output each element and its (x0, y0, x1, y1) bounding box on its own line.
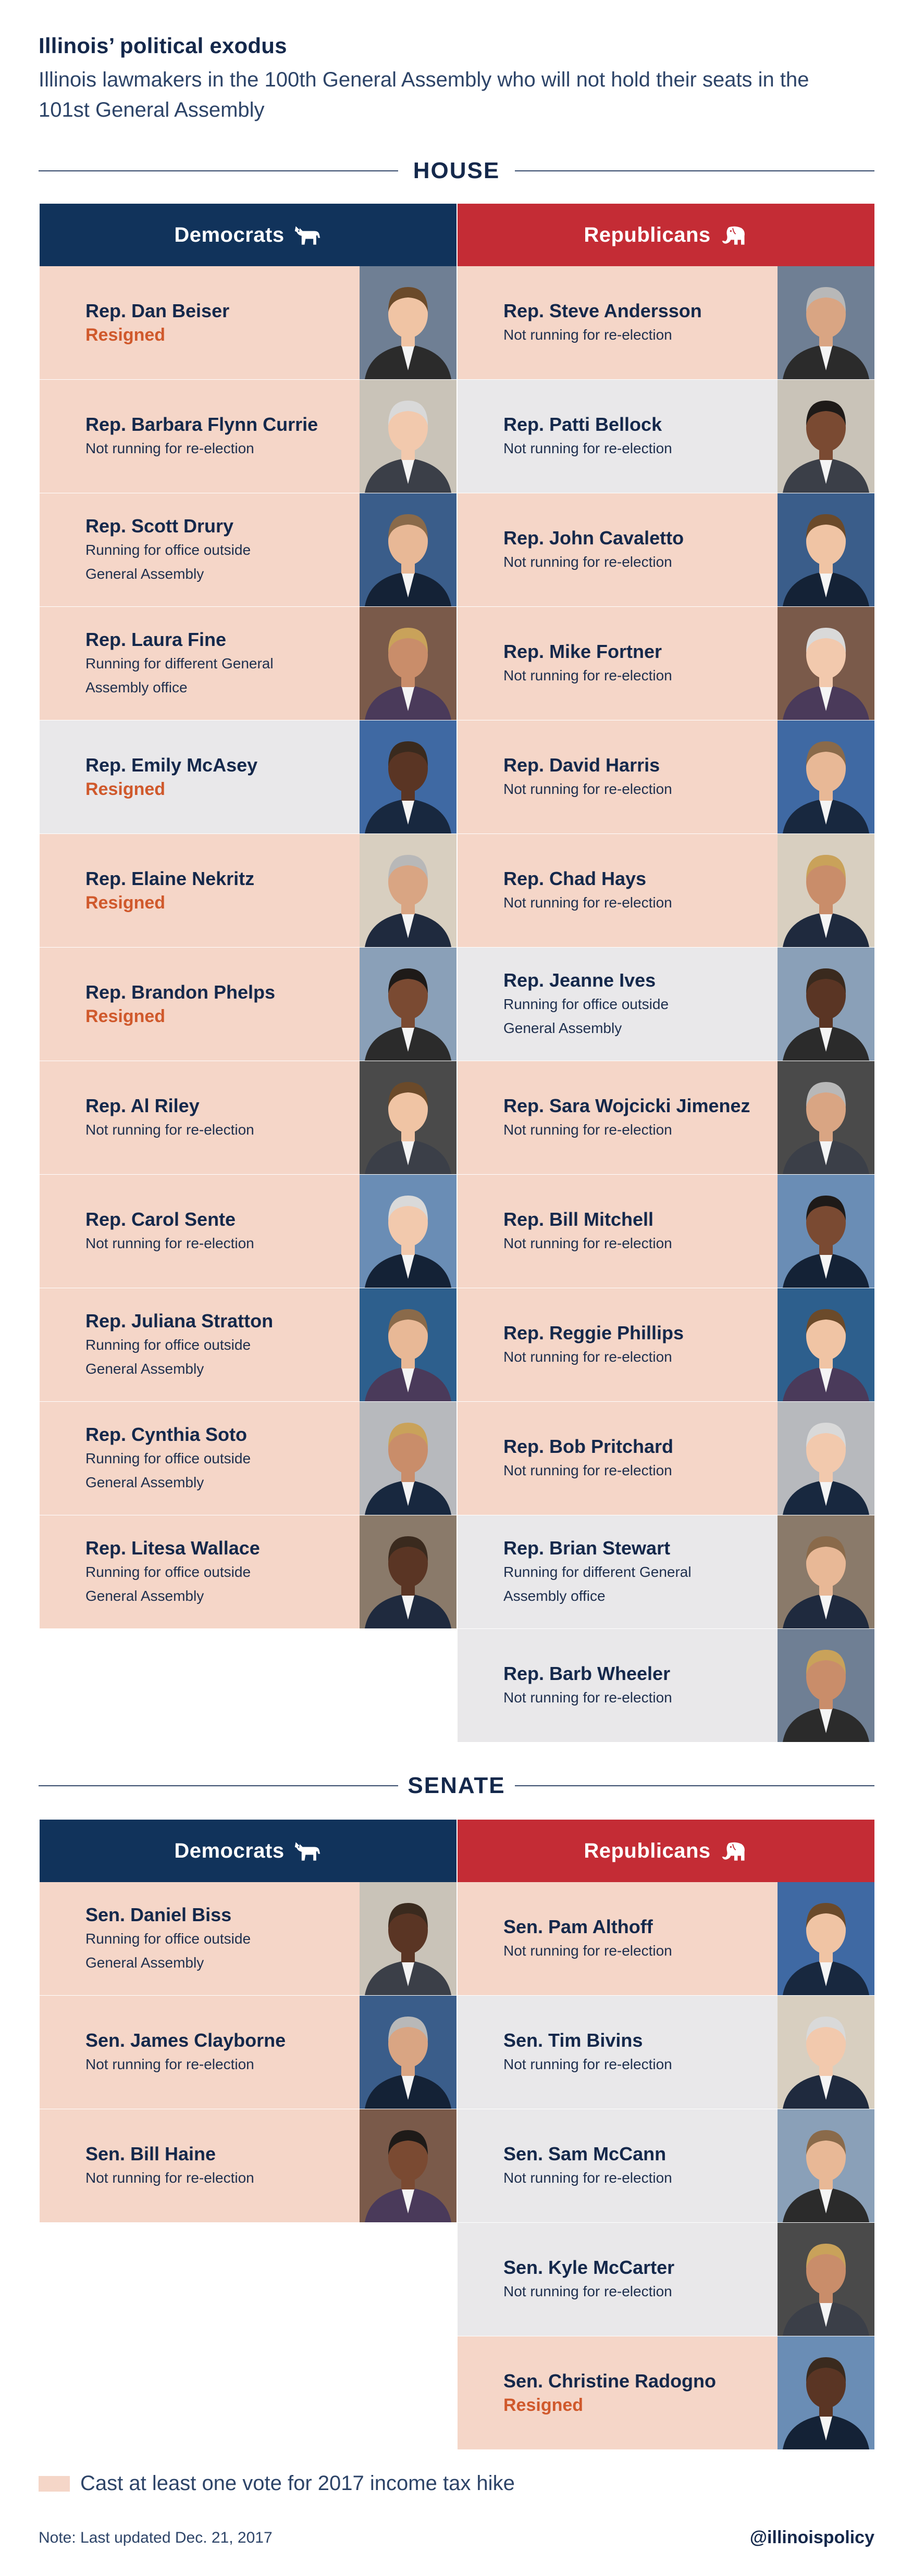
lawmaker-card (458, 1288, 874, 1402)
lawmaker-text (503, 2109, 764, 2222)
lawmaker-status: Not running for re-election (503, 1942, 672, 1959)
lawmaker-status: Not running for re-election (503, 1462, 672, 1478)
lawmaker-card (40, 380, 456, 493)
lawmaker-status: Not running for re-election (85, 2056, 254, 2072)
house-republicans-header (458, 204, 874, 266)
house-democrats-header (40, 204, 456, 266)
lawmaker-card (40, 266, 456, 380)
portrait-photo (360, 380, 456, 493)
lawmaker-card (40, 2109, 456, 2223)
lawmaker-text (85, 607, 346, 720)
lawmaker-status: Not running for re-election (503, 440, 672, 456)
lawmaker-name: Rep. Juliana Stratton (85, 1310, 274, 1331)
divider-line (515, 1785, 874, 1786)
lawmaker-card (458, 1175, 874, 1288)
lawmaker-name: Rep. John Cavaletto (503, 527, 684, 549)
democrats-header-label: Democrats (174, 223, 285, 246)
lawmaker-status: Not running for re-election (503, 1348, 672, 1365)
lawmaker-status: Running for office outside General Assembly (85, 541, 251, 582)
portrait-photo (360, 493, 456, 606)
lawmaker-name: Rep. Patti Bellock (503, 413, 662, 435)
lawmaker-status: Running for office outside General Assembly (85, 1930, 251, 1971)
page-subtitle: Illinois lawmakers in the 100th General Assembly who will not hold their seats in the 101st General Assembly (39, 68, 809, 121)
lawmaker-card (40, 493, 456, 607)
portrait-photo (778, 380, 874, 493)
lawmaker-text (503, 380, 764, 493)
portrait-photo (360, 1061, 456, 1174)
senate-democrats-header (40, 1820, 456, 1882)
portrait-photo (778, 948, 874, 1061)
portrait-photo (360, 720, 456, 833)
lawmaker-card (458, 266, 874, 380)
footer-handle: @illinoispolicy (749, 2528, 874, 2547)
portrait-photo (778, 493, 874, 606)
lawmaker-card (458, 1629, 874, 1743)
house-label: HOUSE (413, 158, 500, 183)
lawmaker-card (40, 720, 456, 834)
lawmaker-status: Not running for re-election (503, 1235, 672, 1251)
lawmaker-card (40, 1061, 456, 1175)
lawmaker-name: Rep. Litesa Wallace (85, 1537, 260, 1559)
lawmaker-text (85, 1175, 346, 1288)
portrait-photo (360, 607, 456, 720)
house-section-header (39, 155, 874, 186)
lawmaker-text (85, 380, 346, 493)
lawmaker-card (458, 1402, 874, 1515)
lawmaker-name: Rep. Cynthia Soto (85, 1423, 248, 1445)
lawmaker-status: Not running for re-election (503, 2283, 672, 2299)
lawmaker-status: Resigned (85, 892, 166, 913)
lawmaker-card (458, 607, 874, 720)
lawmaker-card (40, 834, 456, 948)
lawmaker-name: Rep. Elaine Nekritz (85, 867, 255, 889)
lawmaker-text (503, 1288, 764, 1401)
lawmaker-name: Rep. Brandon Phelps (85, 981, 276, 1003)
lawmaker-card (40, 1882, 456, 1996)
lawmaker-name: Sen. James Clayborne (85, 2029, 286, 2051)
lawmaker-status: Not running for re-election (503, 894, 672, 911)
portrait-photo (778, 2109, 874, 2222)
lawmaker-name: Rep. Steve Andersson (503, 300, 702, 321)
lawmaker-card (458, 948, 874, 1061)
portrait-photo (778, 720, 874, 833)
lawmaker-text (503, 607, 764, 720)
page-title: Illinois’ political exodus (39, 33, 287, 58)
portrait-photo (778, 1996, 874, 2109)
lawmaker-status: Resigned (85, 1006, 166, 1026)
lawmaker-status: Resigned (85, 779, 166, 799)
lawmaker-card (458, 2109, 874, 2223)
lawmaker-status: Running for office outside General Assembly (503, 995, 669, 1036)
lawmaker-name: Rep. Laura Fine (85, 628, 227, 650)
democrats-header-label: Democrats (174, 1839, 285, 1862)
lawmaker-text (85, 834, 346, 947)
lawmaker-name: Rep. Carol Sente (85, 1208, 236, 1230)
lawmaker-card (40, 1175, 456, 1288)
lawmaker-text (85, 1288, 346, 1401)
lawmaker-name: Sen. Bill Haine (85, 2143, 216, 2164)
portrait-photo (778, 607, 874, 720)
lawmaker-status: Resigned (85, 325, 166, 345)
lawmaker-text (503, 720, 764, 833)
lawmaker-card (40, 1996, 456, 2109)
lawmaker-text (503, 2336, 764, 2449)
lawmaker-text (503, 1061, 764, 1174)
lawmaker-name: Rep. Bob Pritchard (503, 1435, 674, 1457)
lawmaker-card (40, 1288, 456, 1402)
portrait-photo (360, 2109, 456, 2222)
lawmaker-card (458, 2336, 874, 2450)
lawmaker-name: Rep. Barbara Flynn Currie (85, 413, 318, 435)
lawmaker-text (85, 1402, 346, 1515)
lawmaker-status: Running for office outside General Assembly (85, 1336, 251, 1377)
lawmaker-text (85, 1515, 346, 1628)
lawmaker-status: Not running for re-election (85, 1121, 254, 1138)
lawmaker-status: Not running for re-election (503, 2056, 672, 2072)
portrait-photo (360, 1882, 456, 1995)
lawmaker-name: Rep. Bill Mitchell (503, 1208, 654, 1230)
portrait-photo (778, 266, 874, 379)
lawmaker-text (85, 1061, 346, 1174)
lawmaker-name: Rep. Barb Wheeler (503, 1662, 671, 1684)
lawmaker-name: Rep. Jeanne Ives (503, 969, 656, 991)
house-republicans-column (458, 204, 874, 1743)
lawmaker-name: Rep. Brian Stewart (503, 1537, 671, 1559)
lawmaker-text (503, 493, 764, 606)
lawmaker-status: Running for office outside General Assembly (85, 1450, 251, 1490)
lawmaker-name: Rep. Sara Wojcicki Jimenez (503, 1094, 750, 1116)
lawmaker-card (40, 607, 456, 720)
lawmaker-card (458, 1996, 874, 2109)
republicans-header-label: Republicans (584, 1839, 711, 1862)
lawmaker-name: Sen. Daniel Biss (85, 1903, 232, 1925)
lawmaker-card (40, 1402, 456, 1515)
lawmaker-text (503, 1515, 764, 1628)
portrait-photo (778, 1288, 874, 1401)
portrait-photo (360, 948, 456, 1061)
senate-republicans-column (458, 1820, 874, 2450)
lawmaker-text (85, 720, 346, 833)
lawmaker-status: Not running for re-election (503, 326, 672, 343)
lawmaker-status: Not running for re-election (503, 667, 672, 683)
portrait-photo (778, 834, 874, 947)
lawmaker-status: Running for different General Assembly office (85, 655, 274, 695)
lawmaker-card (458, 2223, 874, 2336)
lawmaker-card (40, 948, 456, 1061)
divider-line (515, 170, 874, 171)
portrait-photo (778, 1175, 874, 1288)
elephant-icon (719, 1839, 748, 1863)
portrait-photo (360, 1402, 456, 1515)
lawmaker-status: Not running for re-election (85, 440, 254, 456)
lawmaker-name: Sen. Kyle McCarter (503, 2256, 675, 2278)
legend (39, 2472, 515, 2495)
lawmaker-name: Sen. Tim Bivins (503, 2029, 643, 2051)
lawmaker-name: Sen. Christine Radogno (503, 2370, 717, 2392)
lawmaker-card (458, 1515, 874, 1629)
lawmaker-status: Not running for re-election (503, 553, 672, 570)
legend-swatch (39, 2476, 70, 2492)
lawmaker-text (85, 948, 346, 1061)
portrait-photo (360, 266, 456, 379)
lawmaker-text (503, 1175, 764, 1288)
lawmaker-name: Rep. Al Riley (85, 1094, 200, 1116)
house-democrats-column (40, 204, 456, 1629)
lawmaker-status: Not running for re-election (85, 2169, 254, 2186)
senate-democrats-column (40, 1820, 456, 2223)
donkey-icon (293, 1839, 322, 1863)
portrait-photo (360, 1515, 456, 1628)
lawmaker-name: Rep. Reggie Phillips (503, 1322, 684, 1343)
lawmaker-card (458, 720, 874, 834)
lawmaker-name: Rep. Dan Beiser (85, 300, 230, 321)
lawmaker-card (458, 834, 874, 948)
republicans-header-label: Republicans (584, 223, 711, 246)
lawmaker-card (458, 380, 874, 493)
portrait-photo (778, 1402, 874, 1515)
senate-section-header (39, 1770, 874, 1801)
lawmaker-name: Sen. Sam McCann (503, 2143, 667, 2164)
portrait-photo (778, 2223, 874, 2336)
lawmaker-status: Not running for re-election (503, 1121, 672, 1138)
portrait-photo (778, 2336, 874, 2449)
lawmaker-status: Not running for re-election (85, 1235, 254, 1251)
lawmaker-name: Rep. Mike Fortner (503, 640, 662, 662)
portrait-photo (778, 1061, 874, 1174)
lawmaker-text (503, 948, 764, 1061)
lawmaker-text (85, 1996, 346, 2109)
portrait-photo (360, 1288, 456, 1401)
lawmaker-card (40, 1515, 456, 1629)
donkey-icon (293, 223, 322, 247)
lawmaker-text (85, 266, 346, 379)
portrait-photo (360, 1996, 456, 2109)
lawmaker-card (458, 1882, 874, 1996)
lawmaker-text (503, 2223, 764, 2336)
senate-label: SENATE (408, 1773, 505, 1798)
lawmaker-card (458, 1061, 874, 1175)
portrait-photo (778, 1882, 874, 1995)
lawmaker-status: Not running for re-election (503, 2169, 672, 2186)
senate-republicans-header (458, 1820, 874, 1882)
legend-label: Cast at least one vote for 2017 income tax hike (80, 2472, 515, 2495)
elephant-icon (719, 223, 748, 247)
lawmaker-text (503, 1882, 764, 1995)
lawmaker-status: Resigned (503, 2395, 584, 2415)
lawmaker-name: Rep. Chad Hays (503, 867, 647, 889)
lawmaker-text (503, 1629, 764, 1742)
lawmaker-text (85, 1882, 346, 1995)
lawmaker-status: Running for different General Assembly office (503, 1563, 692, 1604)
lawmaker-status: Running for office outside General Assembly (85, 1563, 251, 1604)
portrait-photo (778, 1629, 874, 1742)
lawmaker-text (85, 493, 346, 606)
lawmaker-text (503, 1402, 764, 1515)
lawmaker-text (503, 266, 764, 379)
footer-note: Note: Last updated Dec. 21, 2017 (39, 2529, 273, 2546)
lawmaker-name: Rep. Emily McAsey (85, 754, 258, 776)
lawmaker-status: Not running for re-election (503, 1689, 672, 1706)
lawmaker-status: Not running for re-election (503, 780, 672, 797)
portrait-photo (778, 1515, 874, 1628)
portrait-photo (360, 1175, 456, 1288)
lawmaker-name: Rep. Scott Drury (85, 515, 234, 537)
lawmaker-text (503, 834, 764, 947)
lawmaker-text (503, 1996, 764, 2109)
lawmaker-card (458, 493, 874, 607)
lawmaker-text (85, 2109, 346, 2222)
lawmaker-name: Rep. David Harris (503, 754, 660, 776)
lawmaker-name: Sen. Pam Althoff (503, 1915, 653, 1937)
portrait-photo (360, 834, 456, 947)
